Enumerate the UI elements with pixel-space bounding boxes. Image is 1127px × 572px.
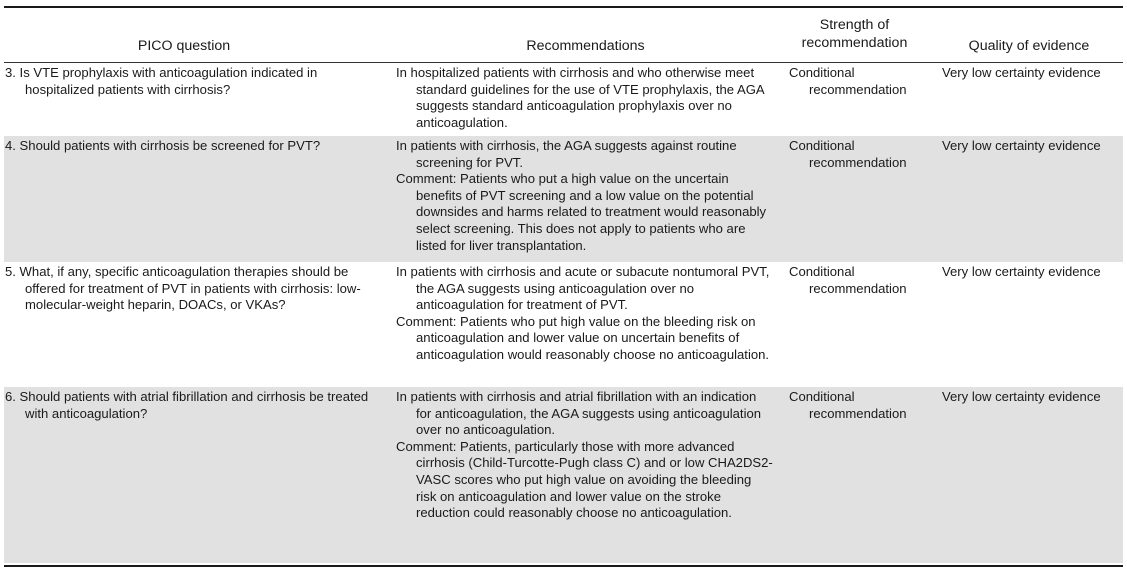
recommendation-cell bbox=[396, 389, 774, 522]
pico-cell bbox=[5, 264, 377, 314]
quality-cell bbox=[942, 264, 1122, 281]
recommendation-text: In patients with cirrhosis and acute or subacute nontumoral PVT, the AGA suggests using anticoagulation over no anticoagulation for treatment of PVT. bbox=[396, 264, 770, 313]
pico-question: 4. Should patients with cirrhosis be screened for PVT? bbox=[5, 138, 321, 153]
pico-cell bbox=[5, 389, 377, 422]
table-row bbox=[4, 387, 1123, 563]
quality-text: Very low certainty evidence bbox=[942, 138, 1101, 153]
strength-cell bbox=[789, 389, 939, 422]
header-quality: Quality of evidence bbox=[968, 38, 1090, 54]
quality-cell bbox=[942, 138, 1122, 155]
pico-question: 3. Is VTE prophylaxis with anticoagulation indicated in hospitalized patients with cirrhosis? bbox=[5, 65, 318, 97]
bottom-rule bbox=[4, 565, 1123, 567]
pico-question: 5. What, if any, specific anticoagulation therapies should be offered for treatment of PVT in patients with cirrhosis: low-molecular-weight heparin, DOACs, or VKAs? bbox=[5, 264, 361, 313]
pico-cell bbox=[5, 65, 377, 98]
table-header bbox=[4, 8, 1123, 63]
recommendation-text: In hospitalized patients with cirrhosis and who otherwise meet standard guidelines for the use of VTE prophylaxis, the AGA suggests standard anticoagulation prophylaxis over no anticoagulation. bbox=[396, 65, 764, 130]
strength-text: Conditional recommendation bbox=[789, 65, 907, 97]
pico-question: 6. Should patients with atrial fibrillation and cirrhosis be treated with anticoagulation? bbox=[5, 389, 369, 421]
strength-text: Conditional recommendation bbox=[789, 138, 907, 170]
strength-cell bbox=[789, 264, 939, 297]
strength-text: Conditional recommendation bbox=[789, 389, 907, 421]
recommendation-comment: Comment: Patients, particularly those with more advanced cirrhosis (Child-Turcotte-Pugh class C) and or low CHA2DS2-VASC scores who put high value on avoiding the bleeding risk on anticoagulation and lower value on the stroke reduction could reasonably choose no anticoagulation. bbox=[396, 438, 773, 521]
recommendation-cell bbox=[396, 138, 774, 254]
table-row bbox=[4, 136, 1123, 262]
quality-text: Very low certainty evidence bbox=[942, 389, 1101, 404]
quality-text: Very low certainty evidence bbox=[942, 65, 1101, 80]
quality-cell bbox=[942, 65, 1122, 82]
recommendation-text: In patients with cirrhosis, the AGA suggests against routine screening for PVT. bbox=[396, 138, 737, 170]
strength-cell bbox=[789, 138, 939, 171]
strength-cell bbox=[789, 65, 939, 98]
recommendation-comment: Comment: Patients who put a high value on the uncertain benefits of PVT screening and a low value on the potential downsides and harms related to treatment would reasonably select screening. This does not apply to patients who are listed for liver transplantation. bbox=[396, 171, 767, 253]
quality-cell bbox=[942, 389, 1122, 406]
header-strength: Strength of recommendation bbox=[801, 17, 908, 51]
recommendation-text: In patients with cirrhosis and atrial fibrillation with an indication for anticoagulation, the AGA suggests using anticoagulation over no anticoagulation. bbox=[396, 389, 762, 438]
table-row bbox=[4, 63, 1123, 136]
pico-cell bbox=[5, 138, 377, 155]
header-pico-question: PICO question bbox=[137, 38, 231, 54]
table-row bbox=[4, 262, 1123, 387]
recommendation-cell bbox=[396, 65, 774, 131]
strength-text: Conditional recommendation bbox=[789, 264, 907, 296]
header-recommendations: Recommendations bbox=[526, 38, 645, 54]
quality-text: Very low certainty evidence bbox=[942, 264, 1101, 279]
recommendation-comment: Comment: Patients who put high value on the bleeding risk on anticoagulation and lower value on uncertain benefits of anticoagulation would reasonably choose no anticoagulation. bbox=[396, 313, 770, 362]
recommendation-cell bbox=[396, 264, 774, 364]
